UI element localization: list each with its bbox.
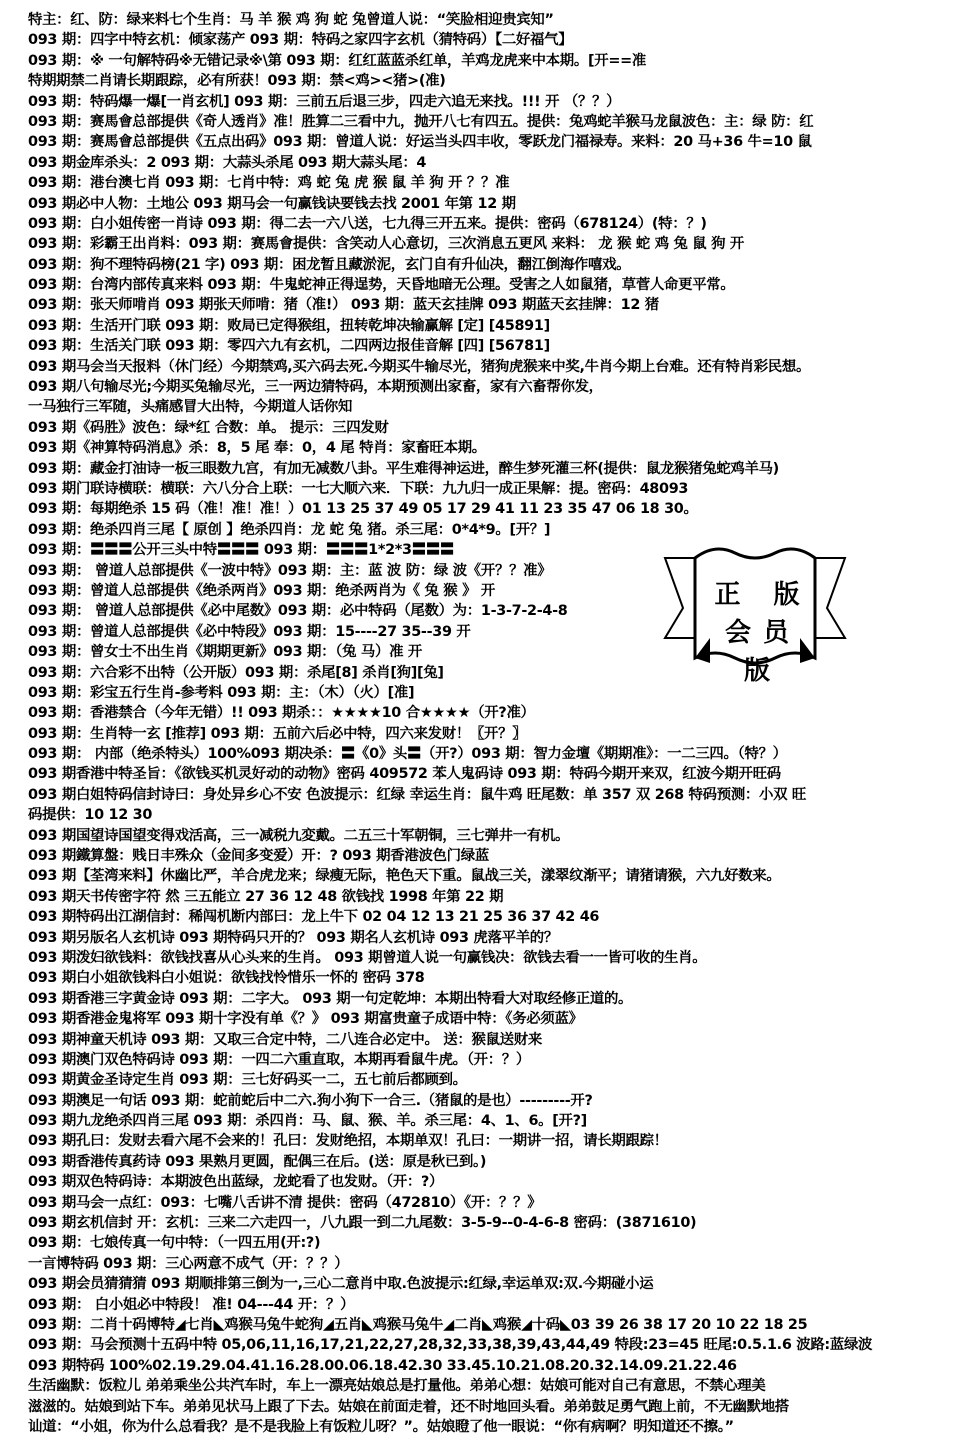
text-line: 093 期：马会预测十五码中特 05,06,11,16,17,21,22,27,28,32,33,38,39,43,44,49 特段:23=45 旺尾:0.5.1.6 波路:蓝绿波 [28, 1337, 873, 1354]
text-line: 093 期特码出江湖信封：稀闯机断内部曰：龙上牛下 02 04 12 13 21 25 36 37 42 46 [28, 909, 600, 926]
text-line: 093 期：四字中特玄机：倾家荡产 093 期：特码之家四字玄机（猜特码）【二好福气】 [28, 32, 573, 49]
text-line: 093 期必中人物：土地公 093 期马会一句赢钱诀要钱去找 2001 年第 12 期 [28, 195, 516, 212]
text-line: 093 期：彩霸王出肖料：093 期：赛馬會提供：含笑动人心意切，三次消息五更风 来料： 龙 猴 蛇 鸡 兔 鼠 狗 开 [28, 236, 744, 253]
text-line: 093 期黄金圣诗定生肖 093 期：三七好码买一二，五七前后都顾到。 [28, 1072, 467, 1089]
genuine-member-banner [655, 538, 855, 686]
text-line: 093 期另版名人玄机诗 093 期特码只开的？ 093 期名人玄机诗 093 虎落平羊的？ [28, 929, 558, 946]
text-line: 093 期马会一点红：093：七嘴八舌讲不清 提供：密码（472810）《开：？？》 [28, 1194, 542, 1211]
text-line: 093 期香港传真药诗 093 果熟月更圆，配偶三在后。(送：原是秋已到。) [28, 1153, 487, 1170]
text-line: 093 期：港台澳七肖 093 期：七肖中特：鸡 蛇 兔 虎 猴 鼠 羊 狗 开 ？？准 [28, 175, 510, 192]
text-line: 093 期： 曾道人总部提供《一波中特》093 期：主：蓝 波 防：绿 波《开？？准》 [28, 562, 552, 579]
text-line: 093 期：六合彩不出特（公开版）093 期：杀尾[8] 杀肖[狗][兔] [28, 664, 444, 681]
text-line: 讪道：“小姐，你为什么总看我？是不是我脸上有饭粒儿呀？”。姑娘瞪了他一眼说：“你有病啊？明知道还不擦。” [28, 1418, 734, 1435]
text-line: 093 期会员猜猜猜 093 期顺排第三倒为一,三心二意肖中取.色波提示:红绿,幸运单双:双.今期碰小运 [28, 1276, 654, 1293]
text-line: 码提供：10 12 30 [28, 807, 153, 824]
text-line: 093 期：曾女士不出生肖《期期更新》093 期：（兔 马）准 开 [28, 644, 423, 661]
text-line: 一马独行三军随，头痛感冒大出特，今期道人话你知 [28, 399, 353, 416]
text-line: 093 期：七娘传真一句中特：（一四五用(开:?) [28, 1235, 321, 1252]
text-line: 093 期：张天师啃肖 093 期张天师啃：猪（准!） 093 期：蓝天玄挂牌 093 期蓝天玄挂牌：12 猪 [28, 297, 659, 314]
text-line: 093 期：彩宝五行生肖-参考料 093 期：主：（木）（火）[准] [28, 684, 415, 701]
text-line: 093 期：曾道人总部提供《绝杀两肖》093 期：绝杀两肖为《 兔 猴 》 开 [28, 582, 495, 599]
text-line: 093 期孔曰：发财去看六尾不会来的！孔曰：发财绝招，本期单双！孔曰：一期讲一招，请长期跟踪！ [28, 1133, 668, 1150]
text-line: 093 期香港中特圣旨：《欲钱买机灵好动的动物》密码 409572 苯人鬼码诗 093 期：特码今期开来双，红波今期开旺码 [28, 766, 781, 783]
text-line: 093 期神童天机诗 093 期：又取三合定中特，二八连合必定中。 送：猴鼠送财来 [28, 1031, 542, 1048]
text-line: 093 期澳门双色特码诗 093 期：一四二六重直取，本期再看鼠牛虎。（开：？） [28, 1051, 531, 1068]
text-line: 093 期泼妇欲钱料：欲钱找喜从心头来的生肖。 093 期曾道人说一句赢钱决：欲钱去看一一皆可收的生肖。 [28, 949, 707, 966]
text-line: 093 期：曾道人总部提供《必中特段》093 期：15----27 35--39 开 [28, 623, 471, 640]
text-line: 093 期双色特码诗：本期波色出蓝绿，龙蛇看了也发财。（开：?） [28, 1174, 444, 1191]
text-line: 093 期香港金鬼将军 093 期十字没有单《？》 093 期富贵童子成语中特：《务必须蓝》 [28, 1011, 583, 1028]
text-line: 093 期《码胜》波色：绿*红 合数：单。 提示：三四发财 [28, 419, 389, 436]
text-line: 093 期马会当天报料（休门经）今期禁鸡,买六码去死.今期买牛输尽光，猪狗虎猴来中奖,牛肖今期上台难。还有特肖彩民想。 [28, 358, 811, 375]
text-line: 093 期：赛馬會总部提供《奇人透肖》准！胜算二三看中九，抛开八七有四五。提供：兔鸡蛇羊猴马龙鼠波色：主：绿 防：红 [28, 113, 814, 130]
text-line: 093 期国望诗国望变得戏活高，三一减税九変戴。二五三十军朝铜，三七弹井一有机。 [28, 827, 570, 844]
text-line: 093 期：每期绝杀 15 码（准！准！准！）01 13 25 37 49 05 17 29 41 11 23 35 47 06 18 30。 [28, 501, 698, 518]
text-line: 093 期特码 100%02.19.29.04.41.16.28.00.06.18.42.30 33.45.10.21.08.20.32.14.09.21.22.46 [28, 1357, 737, 1374]
text-line: 093 期金库杀头：2 093 期：大蒜头杀尾 093 期大蒜头尾：4 [28, 154, 427, 171]
text-line: 093 期：狗不理特码榜(21 字) 093 期：困龙暂且藏淤泥，玄门自有升仙决，翻江倒海作嘻戏。 [28, 256, 631, 273]
text-line: 特期期禁二肖请长期跟踪，必有所获！093 期：禁<鸡><猪>(准) [28, 73, 446, 90]
text-line: 093 期： 内部（绝杀特头）100%093 期决杀：〓《0》头〓（开?）093 期：智力金壇《期期准》：一二三四。（特？） [28, 746, 787, 763]
text-line: 滋滋的。姑娘到站下车。弟弟见状马上跟了下去。姑娘在前面走着，还不时地回头看。弟弟鼓足勇气跑上前，不无幽默地搭 [28, 1398, 789, 1415]
text-line: 093 期澳足一句话 093 期：蛇前蛇后中二六.狗小狗下一合三.（猪鼠的是也）---------开? [28, 1092, 593, 1109]
text-line: 093 期：赛馬會总部提供《五点出码》093 期：曾道人说：好运当头四丰收，零跃龙门福禄寿。来料：20 马+36 牛=10 鼠 [28, 134, 812, 151]
text-line: 093 期白姐特码信封诗曰：身处异乡心不安 色波提示：红绿 幸运生肖：鼠牛鸡 旺尾数：单 357 双 268 特码预测：小双 旺 [28, 786, 806, 803]
text-line: 生活幽默：饭粒儿 弟弟乘坐公共汽车时，车上一漂亮姑娘总是打量他。弟弟心想：姑娘可能对自己有意思，不禁心理美 [28, 1378, 766, 1395]
text-line: 093 期：二肖十码博特◢七肖◣鸡猴马兔牛蛇狗◢五肖◣鸡猴马兔牛◢二肖◣鸡猴◢十码◣03 39 26 38 17 20 10 22 18 25 [28, 1317, 808, 1333]
text-line: 093 期门联诗横联：横联：六八分合上联：一七大顺六来．下联：九九归一成正果解：提。密码：48093 [28, 480, 689, 497]
text-line: 093 期：※ 一句解特码※无错记录※\第 093 期：红红蓝蓝杀红单，羊鸡龙虎来中本期。[开==准 [28, 52, 646, 69]
banner-text [713, 576, 813, 690]
text-line: 093 期【荃湾来料】休幽比严，羊合虎龙来；绿瘦无际，艳色天下重。鼠战三关，漾翠纹渐平；请猪请猴，六九好数来。 [28, 868, 781, 885]
text-line: 093 期八句输尽光;今期买兔输尽光，三一两边猜特码，本期预测出家畜，家有六畜帮你发， [28, 379, 603, 396]
text-line: 093 期《神算特码消息》杀：8，5 尾 奉：0，4 尾 特肖：家畜旺本期。 [28, 440, 486, 457]
text-line: 093 期：特码爆一爆[一肖玄机] 093 期：三前五后退三步，四走六追无来找。!!! 开 （？？） [28, 93, 621, 110]
text-line: 093 期鐵算盤：贱日丰殊众（金间多变爱）开：? 093 期香港波色门绿蓝 [28, 848, 489, 865]
text-line: 093 期白小姐欲钱料白小姐说：欲钱找怜惜乐一怀的 密码 378 [28, 970, 425, 987]
text-line: 093 期：绝杀四肖三尾【 原创 】绝杀四肖：龙 蛇 兔 猪。杀三尾：0*4*9。[开？] [28, 521, 551, 538]
text-line: 093 期： 曾道人总部提供《必中尾数》093 期：必中特码（尾数）为：1-3-7-2-4-8 [28, 603, 568, 620]
text-line: 093 期玄机信封 开：玄机：三来二六走四一，八九跟一到二九尾数：3-5-9--0-4-6-8 密码：(3871610) [28, 1215, 697, 1232]
text-line: 093 期： 白小姐必中特段！ 准! 04---44 开：？） [28, 1296, 355, 1313]
text-line: 093 期：生活开门联 093 期：败局已定得猴组，扭转乾坤决输赢解 [定] [45891] [28, 317, 550, 334]
text-line: 093 期香港三字黄金诗 093 期：二字大。 093 期一句定乾坤：本期出特看大对取经修正道的。 [28, 990, 633, 1007]
text-line: 093 期：藏金打油诗一板三眼数九宫，有加无减数八卦。平生难得神运进，醉生梦死灌三杯(提供：鼠龙猴猪兔蛇鸡羊马) [28, 460, 779, 477]
banner-line-2: 会员版 [724, 618, 801, 686]
text-line: 093 期：〓〓〓公开三头中特〓〓〓 093 期：〓〓〓1*2*3〓〓〓 [28, 542, 454, 559]
text-line: 一言博特码 093 期：三心两意不成气（开：？？） [28, 1255, 349, 1272]
text-line: 093 期九龙绝杀四肖三尾 093 期：杀四肖：马、鼠、猴、羊。杀三尾：4、1、6。[开?] [28, 1113, 587, 1130]
banner-line-1: 正 版 [714, 580, 812, 610]
text-line: 093 期：白小姐传密一肖诗 093 期：得二去一六八送，七九得三开五来。提供：密码（678124）(特：？) [28, 215, 707, 232]
text-line: 093 期：台湾内部传真来料 093 期：牛鬼蛇神正得逞势，天昏地暗无公理。受害之人如鼠猪，草菅人命更平常。 [28, 277, 735, 294]
text-line: 093 期：香港禁合（今年无错）!! 093 期杀：：★★★★10 合★★★★（开?准） [28, 705, 535, 722]
text-line: 093 期：生活关门联 093 期：零四六九有玄机，二四两边报佳音解 [四] [56781] [28, 338, 550, 355]
text-line: 特主：红、防：绿来料七个生肖：马 羊 猴 鸡 狗 蛇 兔曾道人说：“笑脸相迎贵宾知” [28, 12, 554, 28]
text-line: 093 期天书传密字符 然 三五能立 27 36 12 48 欲钱找 1998 年第 22 期 [28, 888, 504, 905]
text-line: 093 期：生肖特一玄 [推荐] 093 期：五前六后必中特，四六来发财！〖开？〗 [28, 725, 527, 742]
